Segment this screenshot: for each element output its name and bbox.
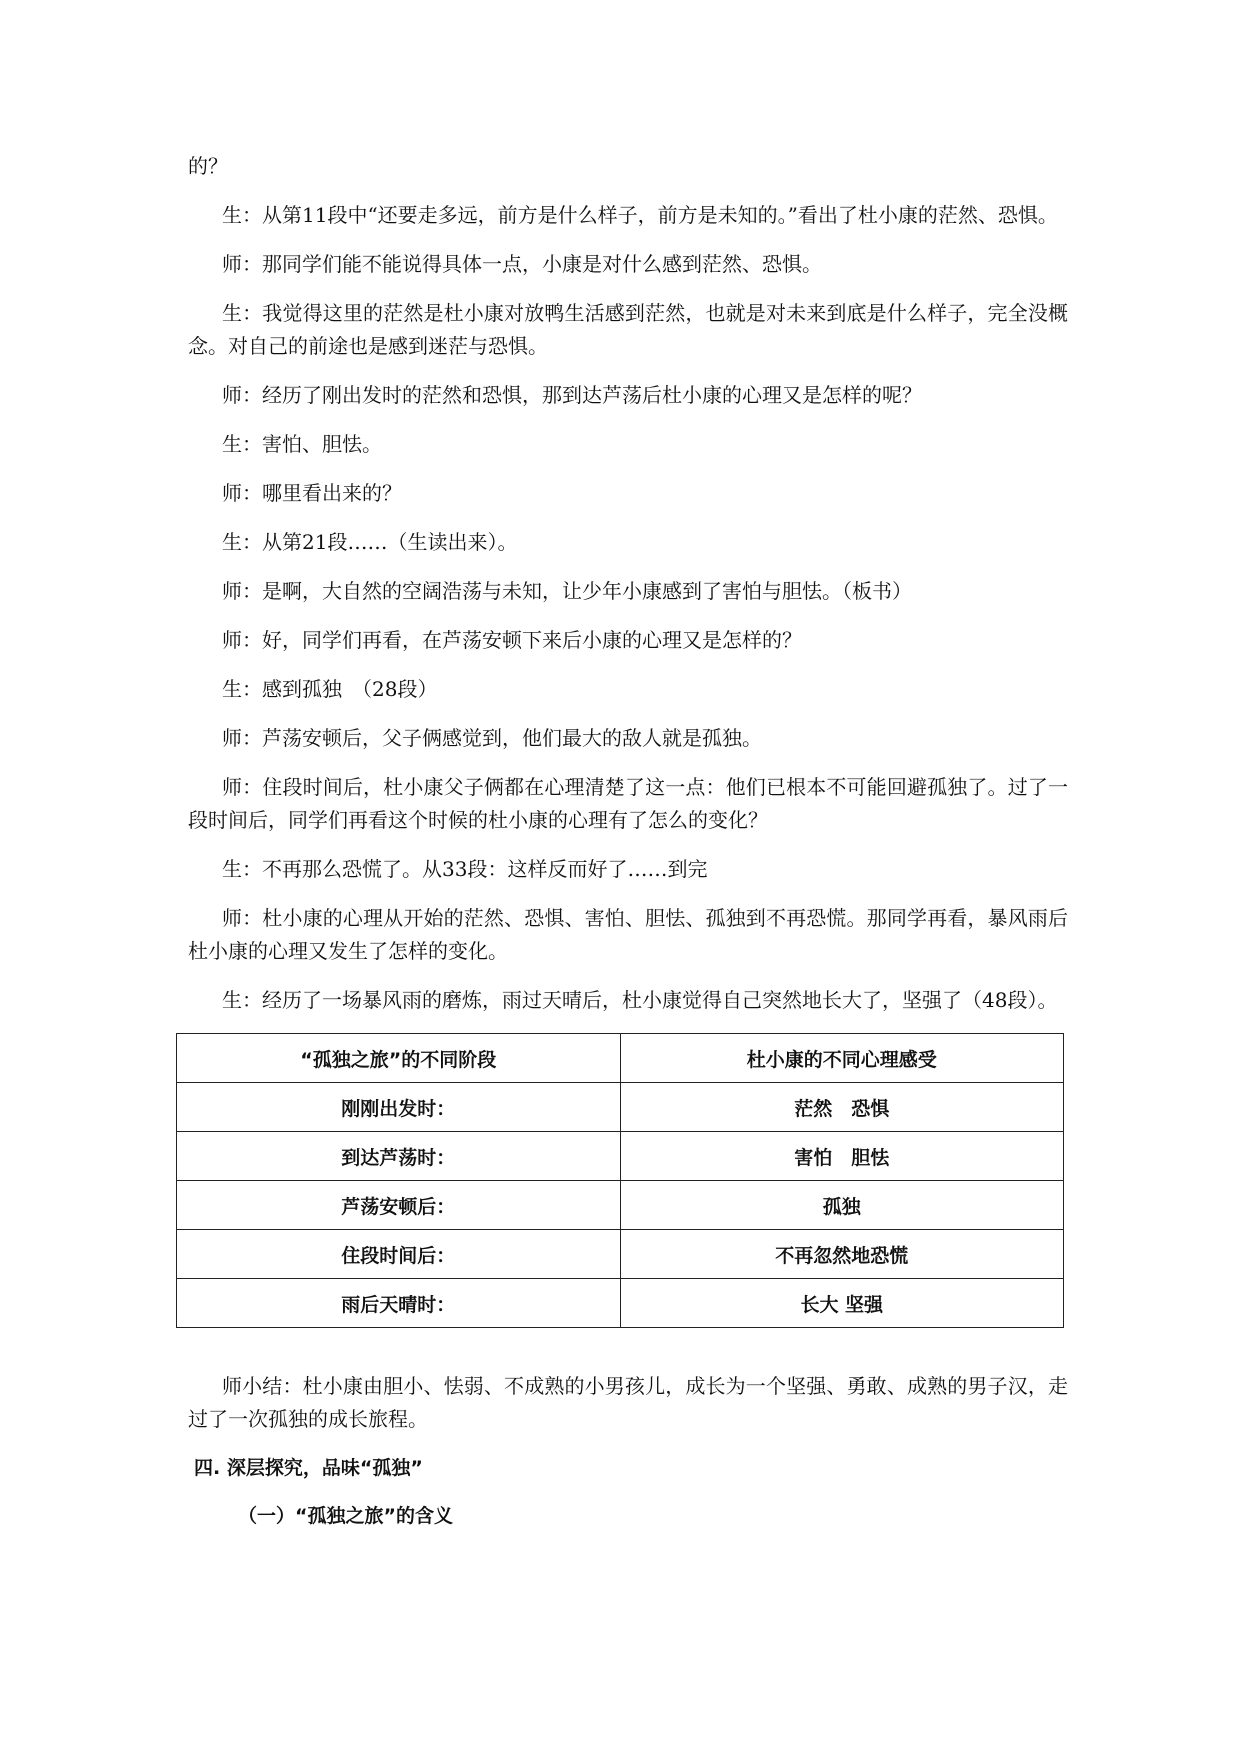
dialogue-paragraph: 师：杜小康的心理从开始的茫然、恐惧、害怕、胆怯、孤独到不再恐慌。那同学再看，暴风雨后杜小康的心理又发生了怎样的变化。 (188, 906, 1068, 963)
table-cell-feeling: 害怕 胆怯 (620, 1132, 1064, 1181)
table-row (177, 1083, 1064, 1132)
table-cell-stage: 刚刚出发时： (177, 1083, 621, 1132)
dialogue-paragraph: 生：经历了一场暴风雨的磨炼，雨过天晴后，杜小康觉得自己突然地长大了，坚强了（48段）。 (222, 988, 1058, 1012)
dialogue-paragraph: 生：我觉得这里的茫然是杜小康对放鸭生活感到茫然，也就是对未来到底是什么样子，完全没概念。对自己的前途也是感到迷茫与恐惧。 (188, 301, 1068, 358)
dialogue-paragraph: 生：从第11段中“还要走多远，前方是什么样子，前方是未知的。”看出了杜小康的茫然、恐惧。 (222, 203, 1058, 227)
dialogue-paragraph: 师：好，同学们再看，在芦荡安顿下来后小康的心理又是怎样的？ (222, 628, 802, 652)
table-cell-feeling: 孤独 (620, 1181, 1064, 1230)
section-heading: 四. 深层探究，品味“孤独” (194, 1457, 423, 1479)
subsection-heading: （一）“孤独之旅”的含义 (238, 1505, 453, 1527)
table-header-row (177, 1034, 1064, 1083)
document-content (188, 150, 1068, 1532)
dialogue-paragraph: 生：害怕、胆怯。 (222, 432, 382, 456)
table-row (177, 1279, 1064, 1328)
table-cell-stage: 芦荡安顿后： (177, 1181, 621, 1230)
table-row (177, 1181, 1064, 1230)
table-header-cell: “孤独之旅”的不同阶段 (177, 1034, 621, 1083)
dialogue-paragraph: 生：不再那么恐慌了。从33段：这样反而好了……到完 (222, 857, 708, 881)
dialogue-paragraph: 生：从第21段……（生读出来）。 (222, 530, 518, 554)
table-cell-stage: 住段时间后： (177, 1230, 621, 1279)
dialogue-paragraph: 师：经历了刚出发时的茫然和恐惧，那到达芦荡后杜小康的心理又是怎样的呢？ (222, 383, 922, 407)
dialogue-paragraph: 师：芦荡安顿后，父子俩感觉到，他们最大的敌人就是孤独。 (222, 726, 762, 750)
table-row (177, 1132, 1064, 1181)
stages-table (176, 1033, 1064, 1328)
dialogue-paragraph: 师：哪里看出来的？ (222, 481, 402, 505)
paragraph-continuation: 的？ (188, 154, 228, 178)
table-header-cell: 杜小康的不同心理感受 (620, 1034, 1064, 1083)
table-cell-feeling: 茫然 恐惧 (620, 1083, 1064, 1132)
teacher-summary: 师小结：杜小康由胆小、怯弱、不成熟的小男孩儿，成长为一个坚强、勇敢、成熟的男子汉，走过了一次孤独的成长旅程。 (188, 1374, 1068, 1431)
dialogue-paragraph: 师：是啊，大自然的空阔浩荡与未知，让少年小康感到了害怕与胆怯。（板书） (222, 579, 912, 603)
table-row (177, 1230, 1064, 1279)
dialogue-paragraph: 师：住段时间后，杜小康父子俩都在心理清楚了这一点：他们已根本不可能回避孤独了。过了一段时间后，同学们再看这个时候的杜小康的心理有了怎么的变化？ (188, 775, 1068, 832)
table-cell-stage: 雨后天晴时： (177, 1279, 621, 1328)
table-cell-stage: 到达芦荡时： (177, 1132, 621, 1181)
dialogue-paragraph: 师：那同学们能不能说得具体一点，小康是对什么感到茫然、恐惧。 (222, 252, 822, 276)
table-cell-feeling: 长大 坚强 (620, 1279, 1064, 1328)
dialogue-paragraph: 生：感到孤独 （28段） (222, 677, 438, 701)
table-cell-feeling: 不再忽然地恐慌 (620, 1230, 1064, 1279)
